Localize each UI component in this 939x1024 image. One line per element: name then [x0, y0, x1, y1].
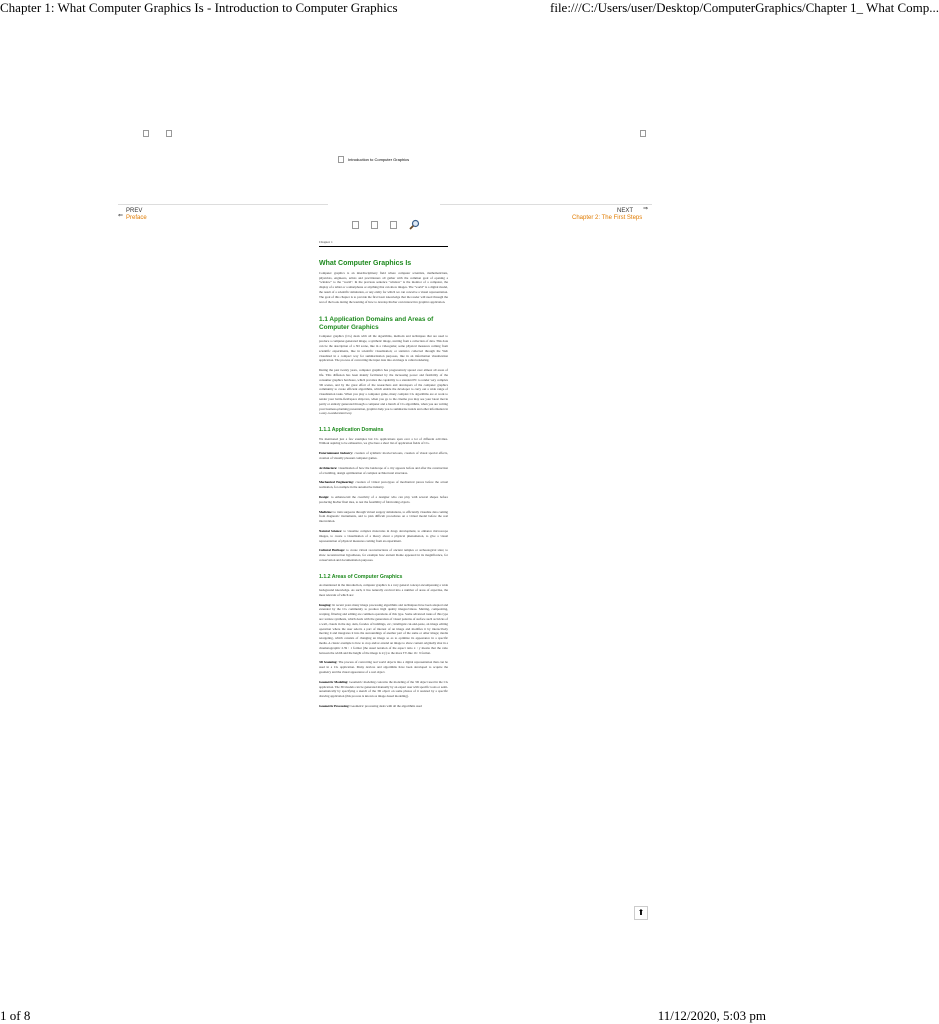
- next-label[interactable]: NEXT: [617, 208, 634, 214]
- area-item: 3D Scanning: The process of converting real world objects into a digital representation than can be used in a CG application. Many devices and algorithms have been developed to acquire the geometry and the visual appearance of a real object.: [319, 660, 448, 675]
- print-header-url: file:///C:/Users/user/Desktop/ComputerGraphics/Chapter 1_ What Comp...: [550, 0, 939, 15]
- print-footer-page: 1 of 8: [0, 1008, 31, 1023]
- font-size-icon[interactable]: [352, 221, 359, 229]
- domain-item: Natural Science: to visualize complex molecules in drugs development, to enhance microscope images, to create a visualization of a theory about a physical phenomenon, to give a visual representation of physical measures coming from an experiment.: [319, 528, 448, 543]
- domain-item: Cultural Heritage: to create virtual reconstructions of ancient temples or archeological sites; to show reconstruction hypotheses, for example how ancient Rome appeared in its magnificence, for conservation and documentation purposes.: [319, 548, 449, 562]
- section-1-1-1-title: 1.1.1 Application Domains: [319, 427, 384, 434]
- reader-toolbar: [352, 219, 420, 230]
- search-icon[interactable]: [409, 219, 420, 230]
- prev-label[interactable]: PREV: [126, 208, 143, 214]
- section-1-1-title: 1.1 Application Domains and Areas of Computer Graphics: [319, 316, 434, 331]
- chapter-rule: [319, 246, 448, 247]
- section-1-1-1-paragraph: We mentioned just a few examples but CG applications span over a lot of different activities. Without aspiring to be exhaustive, we give here a short list of application fields of CG.: [319, 436, 448, 446]
- section-1-1-paragraph-2: During the past twenty years, computer graphics has progressively spread over almost all areas of life. This diffusion has been mainly facilitated by the increasing power and flexibility of the consumer graphics hardware, which provides the capability to a standard PC to render very complex 3D scenes, and by the great effort of the researchers and developers of the computer graphics community to create efficient algorithms, which enable the developer to carry out a wide range of visualization tasks. When you play a computer game, many complex CG algorithms are at work to render your battle-field/space ship/cars, when you go to the cinema you may see your latest movie partly or entirely generated through a computer and a bunch of CG algorithms, when you are writing your business-planning presentation, graphics help you to summarize trends and other information in a easy-to-understand way.: [319, 368, 448, 416]
- share-icon[interactable]: [371, 221, 378, 229]
- nav-divider-right: [440, 204, 652, 205]
- toc-icon[interactable]: [143, 130, 149, 137]
- section-1-1-2-paragraph: As mentioned in the introduction, computer graphics is a very general concept encompassing a wide background knowledge. As such, it has naturally evolved into a number of areas of expertise, the most relevant of which are:: [319, 583, 448, 597]
- area-item: Imaging: In recent years many image processing algorithms and techniques have been adopted and extended by the CG community to produce high quality images/videos. Matting, compositing, warping, filtering and editing are common operations of this type. Some advanced tasks of this type are: texture synthesis, which deals with the generation of visual patterns of surface such as bricks of a wall, clouds in the sky, skin, facades of buildings, etc.; intelligent cut-and-paste, an image editing operation where the user selects a part of interest of an image and modifies it by interactively moving it and integrates it into the surroundings of another part of the same or other image; media retargeting, which consists of changing an image so as to optimize its appearance in a specific media. A classic example is how to crop and/or extend an image to show content originally shot in a cinematographic 2.39 : 1 format (the usual notation of the aspect ratio x : y means that the ratio between the width and the height of the image is x/y) to the more TV-like 16 : 9 format.: [319, 602, 449, 655]
- bookmark-icon[interactable]: [166, 130, 172, 137]
- intro-paragraph: Computer graphics is an interdisciplinary field where computer scientists, mathematicians, physicists, engineers, artists and practitioners all gather with the common goal of opening a "window" to the "world". In the previous sentence "window" is the monitor of a computer, the display of a tablet or a smartphone or anything that can show images. The "world" is a digital model, the result of a scientific simulation, or any entity for which we can conceive a visual representation. The goal of this chapter is to provide the first basic knowledge that the reader will need through the rest of the book during the learning of how to develop his/her own interactive graphics application.: [319, 270, 448, 304]
- settings-icon[interactable]: [390, 221, 397, 229]
- domain-item: Medicine: to train surgeons through virtual surgery simulations, to efficiently visualize data coming from diagnostic instruments, and to plan difficult procedures on a virtual model before the real intervention.: [319, 509, 449, 524]
- domain-item: Mechanical Engineering: creation of virtual prototypes of mechanical pieces before the actual realization, for example in the automotive industry.: [319, 480, 449, 490]
- domain-item: Architecture: visualization of how the landscape of a city appears before and after the construction of a building, design optimization of complex architectural structures.: [319, 465, 448, 475]
- next-chapter-link[interactable]: Chapter 2: The First Steps: [572, 215, 643, 221]
- print-footer-date: 11/12/2020, 5:03 pm: [657, 1008, 766, 1023]
- domain-item: Design: to enhance/aid the creativity of a designer who can play with several shapes before producing his/her final idea, to test the feasibility of fabricating objects.: [319, 495, 449, 504]
- book-icon: [338, 156, 344, 163]
- section-1-1-2-title: 1.1.2 Areas of Computer Graphics: [319, 573, 403, 580]
- prev-arrow-icon[interactable]: ⇐: [118, 213, 124, 219]
- nav-divider-left: [118, 204, 328, 205]
- chapter-label: Chapter 1: [319, 240, 333, 244]
- back-to-top-button[interactable]: ⬆: [634, 906, 648, 920]
- breadcrumb[interactable]: [338, 156, 409, 163]
- breadcrumb-label[interactable]: Introduction to Computer Graphics: [348, 157, 410, 162]
- chapter-content: [319, 240, 448, 714]
- print-header-title: Chapter 1: What Computer Graphics Is - Introduction to Computer Graphics: [0, 0, 398, 15]
- prev-chapter-link[interactable]: Preface: [126, 215, 147, 221]
- area-item: Geometric Processing: Geometric processing deals with all the algorithms used: [319, 704, 422, 708]
- chapter-title: What Computer Graphics Is: [319, 259, 412, 267]
- section-1-1-paragraph-1: Computer graphics (CG) deals with all the algorithms, methods and techniques that are used to produce a computer-generated image, a synthetic image, starting from a collection of data. This data can be the description of a 3D scene, like in a videogame; some physical measures coming from scientific experiments, like in scientific visualization; or statistics collected through the Web visualized in a compact way for summarization purposes, like in an information visualization application. The process of converting the input data into an image is called rendering.: [319, 334, 448, 363]
- area-item: Geometric Modeling: Geometric modeling concerns the modeling of the 3D object used in the CG application. The 3D models can be generated manually by an expert user with specific tools or semi-automatically by specifying a sketch of the 3D object on some photos of it assisted by a specific drawing application (this process is known as image-based modeling).: [319, 679, 449, 699]
- next-arrow-icon[interactable]: ⇒: [643, 206, 649, 212]
- menu-icon[interactable]: [640, 130, 646, 137]
- domain-item: Entertainment Industry: creation of synthetic movie/cartoons, creation of visual special effects, creation of visually pleasant computer games.: [319, 451, 448, 461]
